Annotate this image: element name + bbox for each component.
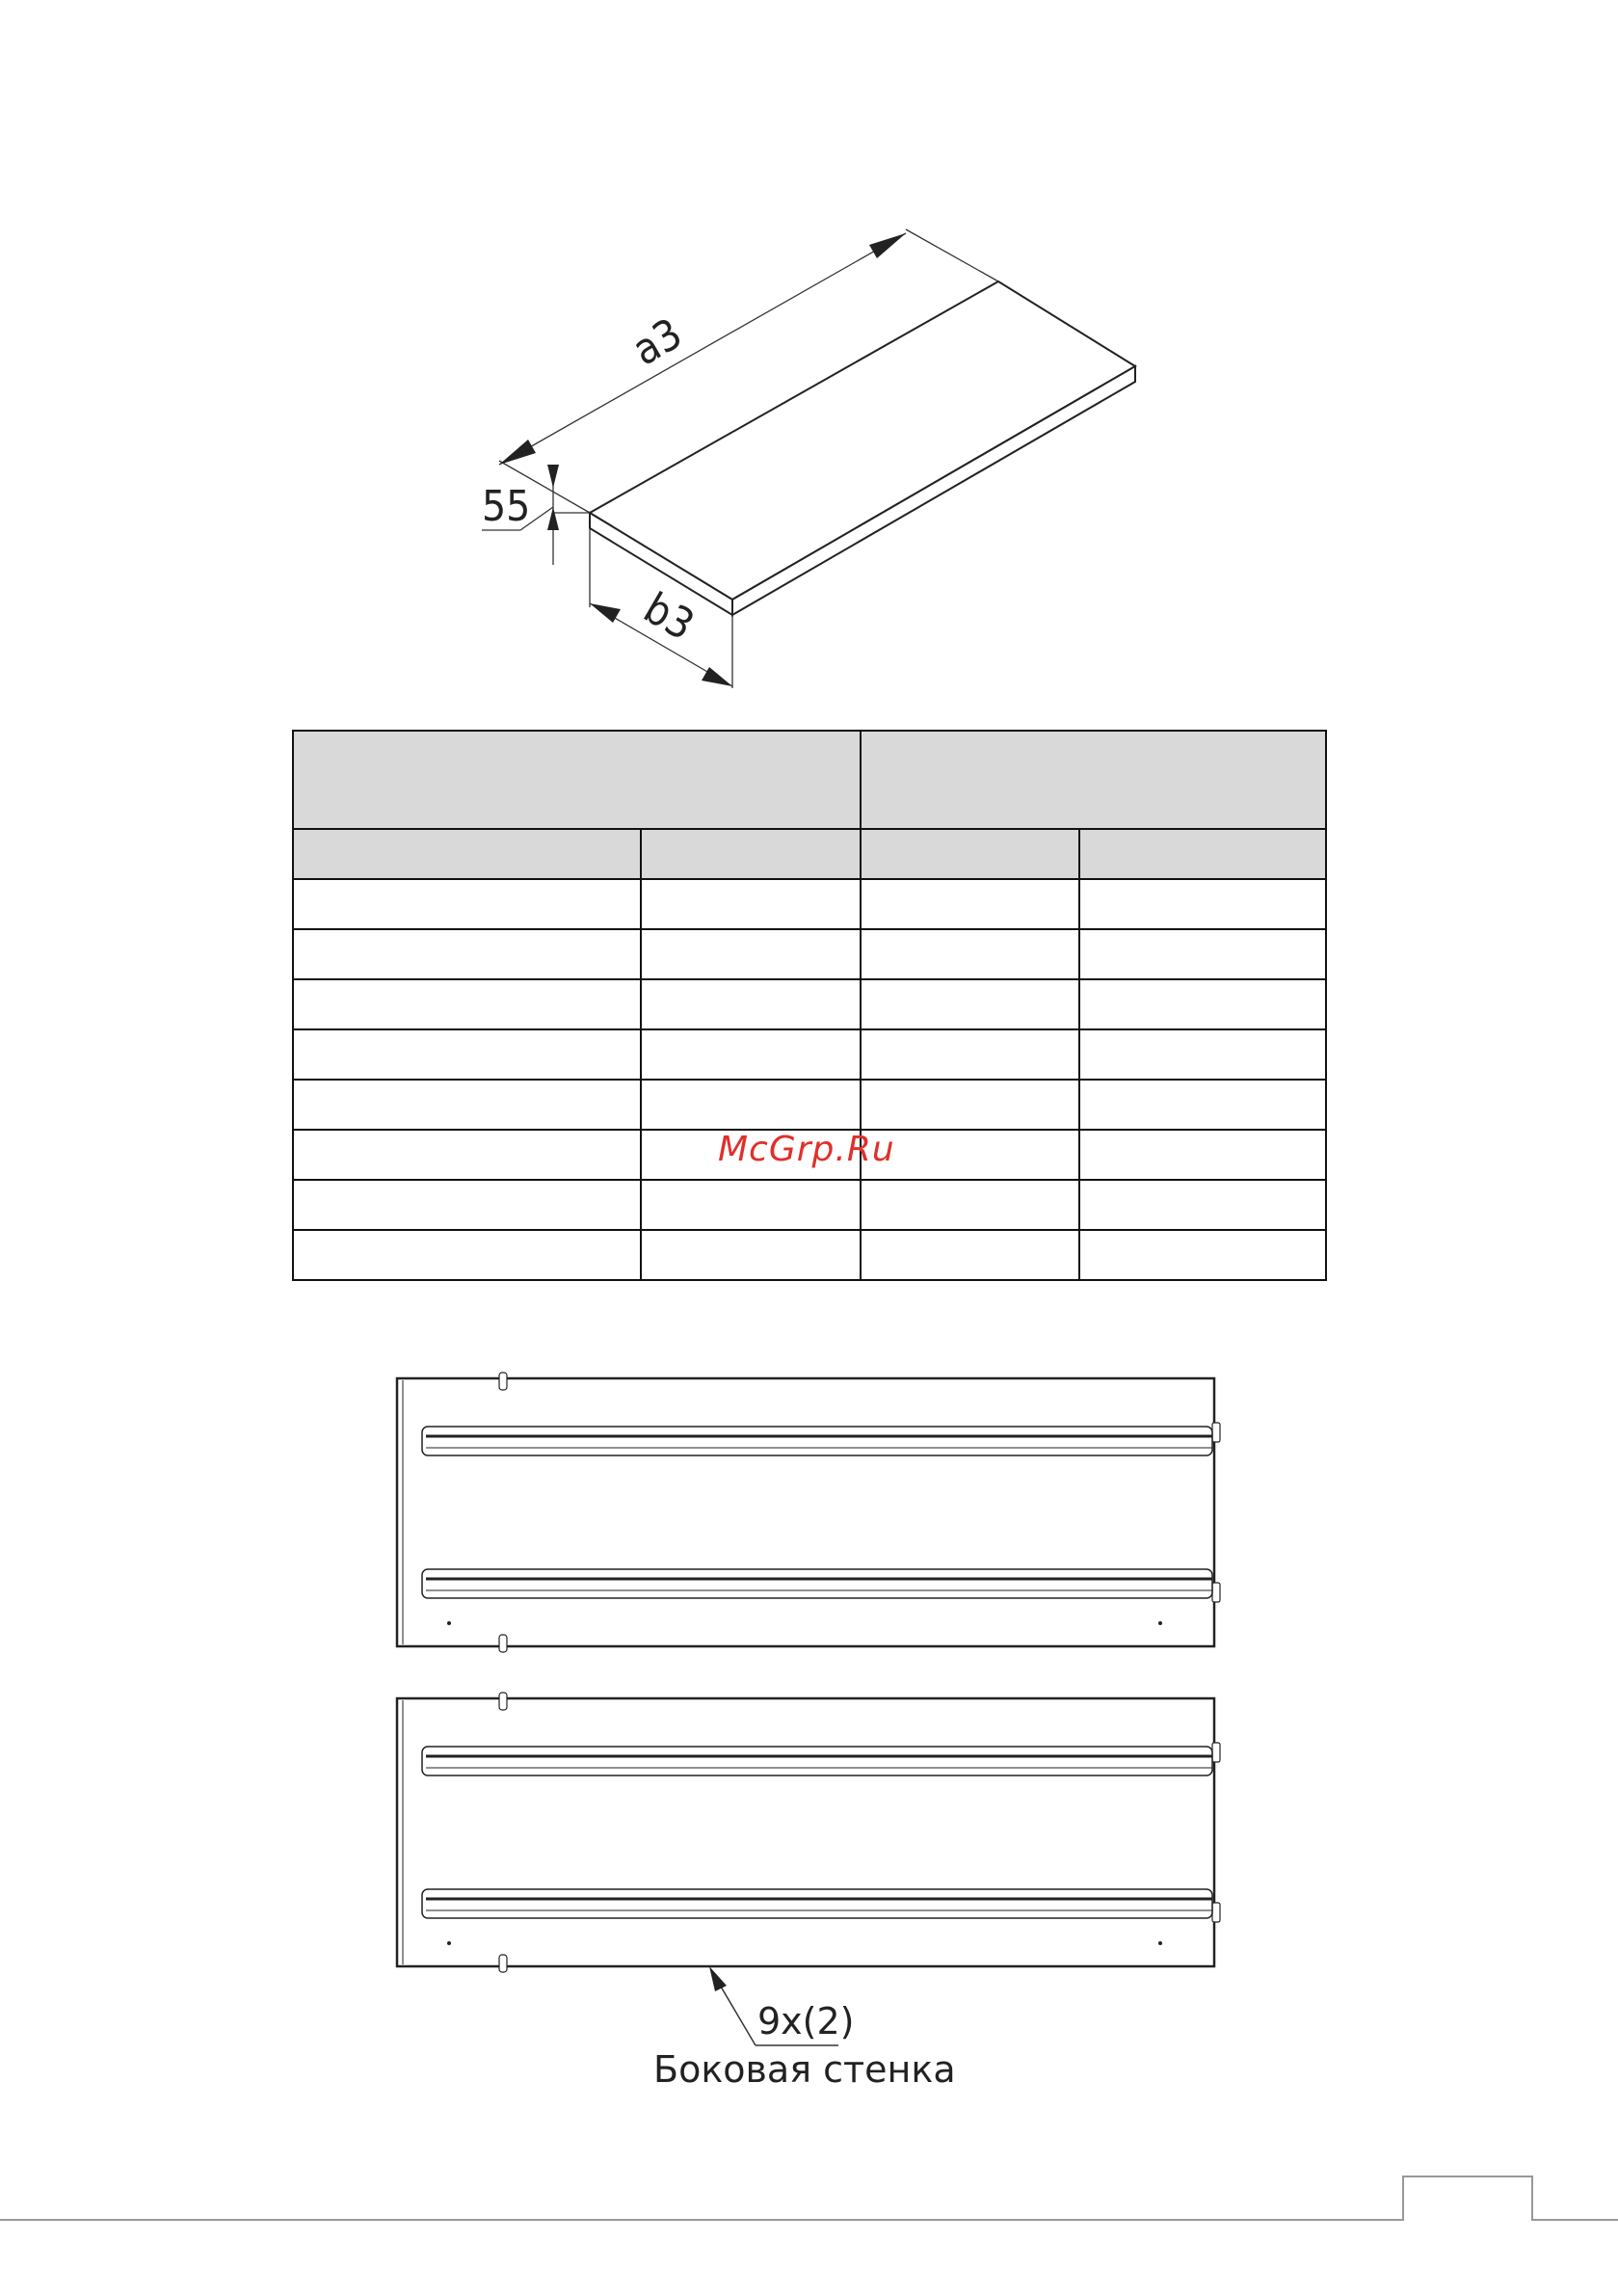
side-wall-panel-lower bbox=[397, 1693, 1220, 1972]
dim-width-label: b3 bbox=[635, 583, 703, 651]
shelf-isometric-drawing bbox=[0, 0, 1618, 733]
table-row bbox=[293, 1230, 1326, 1280]
callout-qty: 9x(2) bbox=[757, 2000, 855, 2042]
table-header-cell bbox=[641, 829, 861, 879]
table-row bbox=[293, 979, 1326, 1029]
table-header-group bbox=[293, 731, 1326, 829]
table-row bbox=[293, 1180, 1326, 1230]
spec-table bbox=[292, 730, 1327, 1281]
dim-thickness-label: 55 bbox=[482, 482, 531, 531]
dim-length-label: a3 bbox=[624, 308, 691, 376]
table-header-cell bbox=[293, 731, 861, 829]
table-subheader bbox=[293, 829, 1326, 879]
table-row bbox=[293, 1080, 1326, 1130]
table-header-cell bbox=[293, 829, 641, 879]
watermark-text: McGrp.Ru bbox=[718, 1130, 895, 1169]
table-header-cell bbox=[1079, 829, 1326, 879]
table-header-cell bbox=[861, 731, 1326, 829]
table-header-cell bbox=[861, 829, 1080, 879]
table-row bbox=[293, 879, 1326, 929]
callout-part-name: Боковая стенка bbox=[653, 2048, 956, 2091]
table-row bbox=[293, 929, 1326, 979]
table-row bbox=[293, 1029, 1326, 1080]
side-wall-panel-upper bbox=[397, 1373, 1220, 1652]
